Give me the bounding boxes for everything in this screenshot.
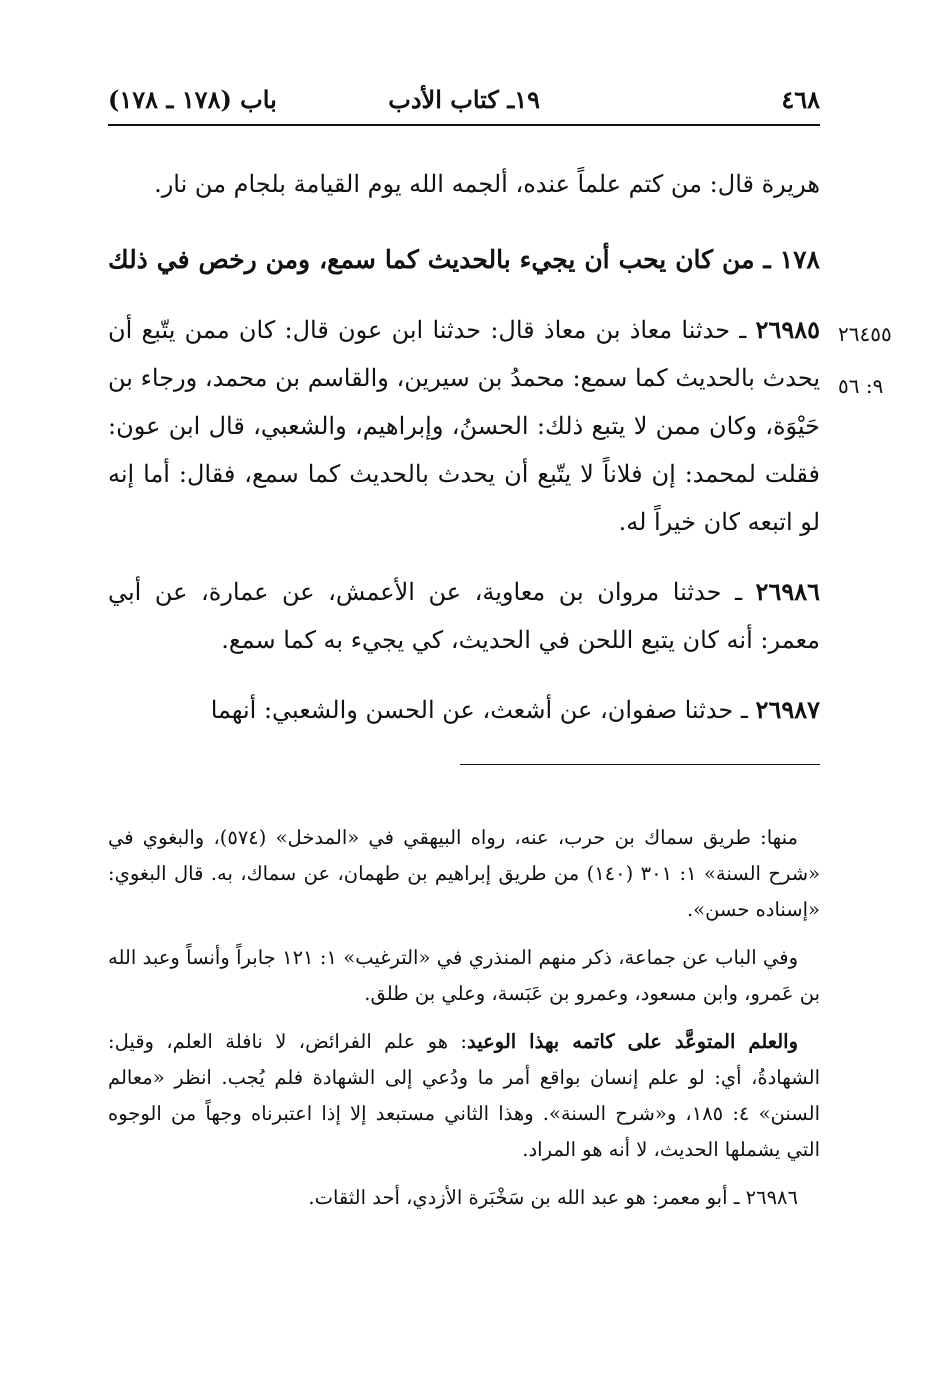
footnote-paragraph: ٢٦٩٨٦ ـ أبو معمر: هو عبد الله بن سَخْبَرة الأزدي، أحد الثقات. xyxy=(308,1186,798,1209)
hadith-paragraph xyxy=(108,306,820,546)
hadith-number: ٢٦٩٨٥ xyxy=(755,315,820,344)
running-header xyxy=(108,82,820,122)
page-number: ٤٦٨ xyxy=(781,85,820,114)
footnote-bold-lead: والعلم المتوعَّد على كاتمه بهذا الوعيد xyxy=(466,1030,798,1053)
footnote-paragraph xyxy=(108,1024,820,1168)
hadith-number: ٢٦٩٨٧ xyxy=(755,695,820,724)
footnote-rule xyxy=(460,764,820,765)
margin-reference-2: ٩: ٥٦ xyxy=(838,374,884,398)
margin-reference-1: ٢٦٤٥٥ xyxy=(838,322,892,346)
hadith-text: ـ حدثنا صفوان، عن أشعث، عن الحسن والشعبي: أنهما xyxy=(210,696,756,724)
footnote-paragraph: وفي الباب عن جماعة، ذكر منهم المنذري في «الترغيب» ١: ١٢١ جابراً وأنساً وعبد الله بن عَمرو، وابن مسعود، وعمرو بن عَبَسة، وعلي بن طلق. xyxy=(108,946,820,1005)
hadith-number: ٢٦٩٨٦ xyxy=(755,577,820,606)
chapter-heading: ١٧٨ ـ من كان يحب أن يجيء بالحديث كما سمع، ومن رخص في ذلك xyxy=(108,245,820,274)
chapter-range: باب (١٧٨ ـ ١٧٨) xyxy=(108,85,277,114)
main-text xyxy=(108,160,820,756)
hadith-paragraph xyxy=(108,568,820,664)
footnote-paragraph: منها: طريق سماك بن حرب، عنه، رواه البيهقي في «المدخل» (٥٧٤)، والبغوي في «شرح السنة» ١: ٣٠١ (١٤٠) من طريق إبراهيم بن طهمان، عن سماك، به. قال البغوي: «إسناده حسن». xyxy=(108,826,821,921)
hadith-text: ـ حدثنا مروان بن معاوية، عن الأعمش، عن عمارة، عن أبي معمر: أنه كان يتبع اللحن في الحديث، كي يجيء به كما سمع. xyxy=(108,578,820,654)
header-rule xyxy=(108,124,820,126)
book-title: ١٩ـ كتاب الأدب xyxy=(388,85,540,114)
footnote-text: : هو علم الفرائض، لا نافلة العلم، وقيل: الشهادةُ، أي: لو علم إنسان بواقع أمر ما ودُعي إلى الشهادة فلم يُجب. انظر «معالم السنن» ٤: ١٨٥، و«شرح السنة». وهذا الثاني مستبعد إلا إذا اعتبرناه وجهاً من الوجوه التي يشملها الحديث، لا أنه هو المراد. xyxy=(108,1030,820,1161)
footnotes xyxy=(108,820,820,1228)
hadith-paragraph xyxy=(108,686,820,734)
continuation-paragraph: هريرة قال: من كتم علماً عنده، ألجمه الله يوم القيامة بلجام من نار. xyxy=(154,170,820,198)
hadith-text: ـ حدثنا معاذ بن معاذ قال: حدثنا ابن عون قال: كان ممن يتّبع أن يحدث بالحديث كما سمع: محمدُ بن سيرين، والقاسم بن محمد، ورجاء بن حَيْوَة، وكان ممن لا يتبع ذلك: الحسنُ، وإبراهيم، والشعبي، قال ابن عون: فقلت لمحمد: إن فلاناً لا يتّبع أن يحدث بالحديث كما سمع، فقال: أما إنه لو اتبعه كان خيراً له. xyxy=(108,316,820,536)
